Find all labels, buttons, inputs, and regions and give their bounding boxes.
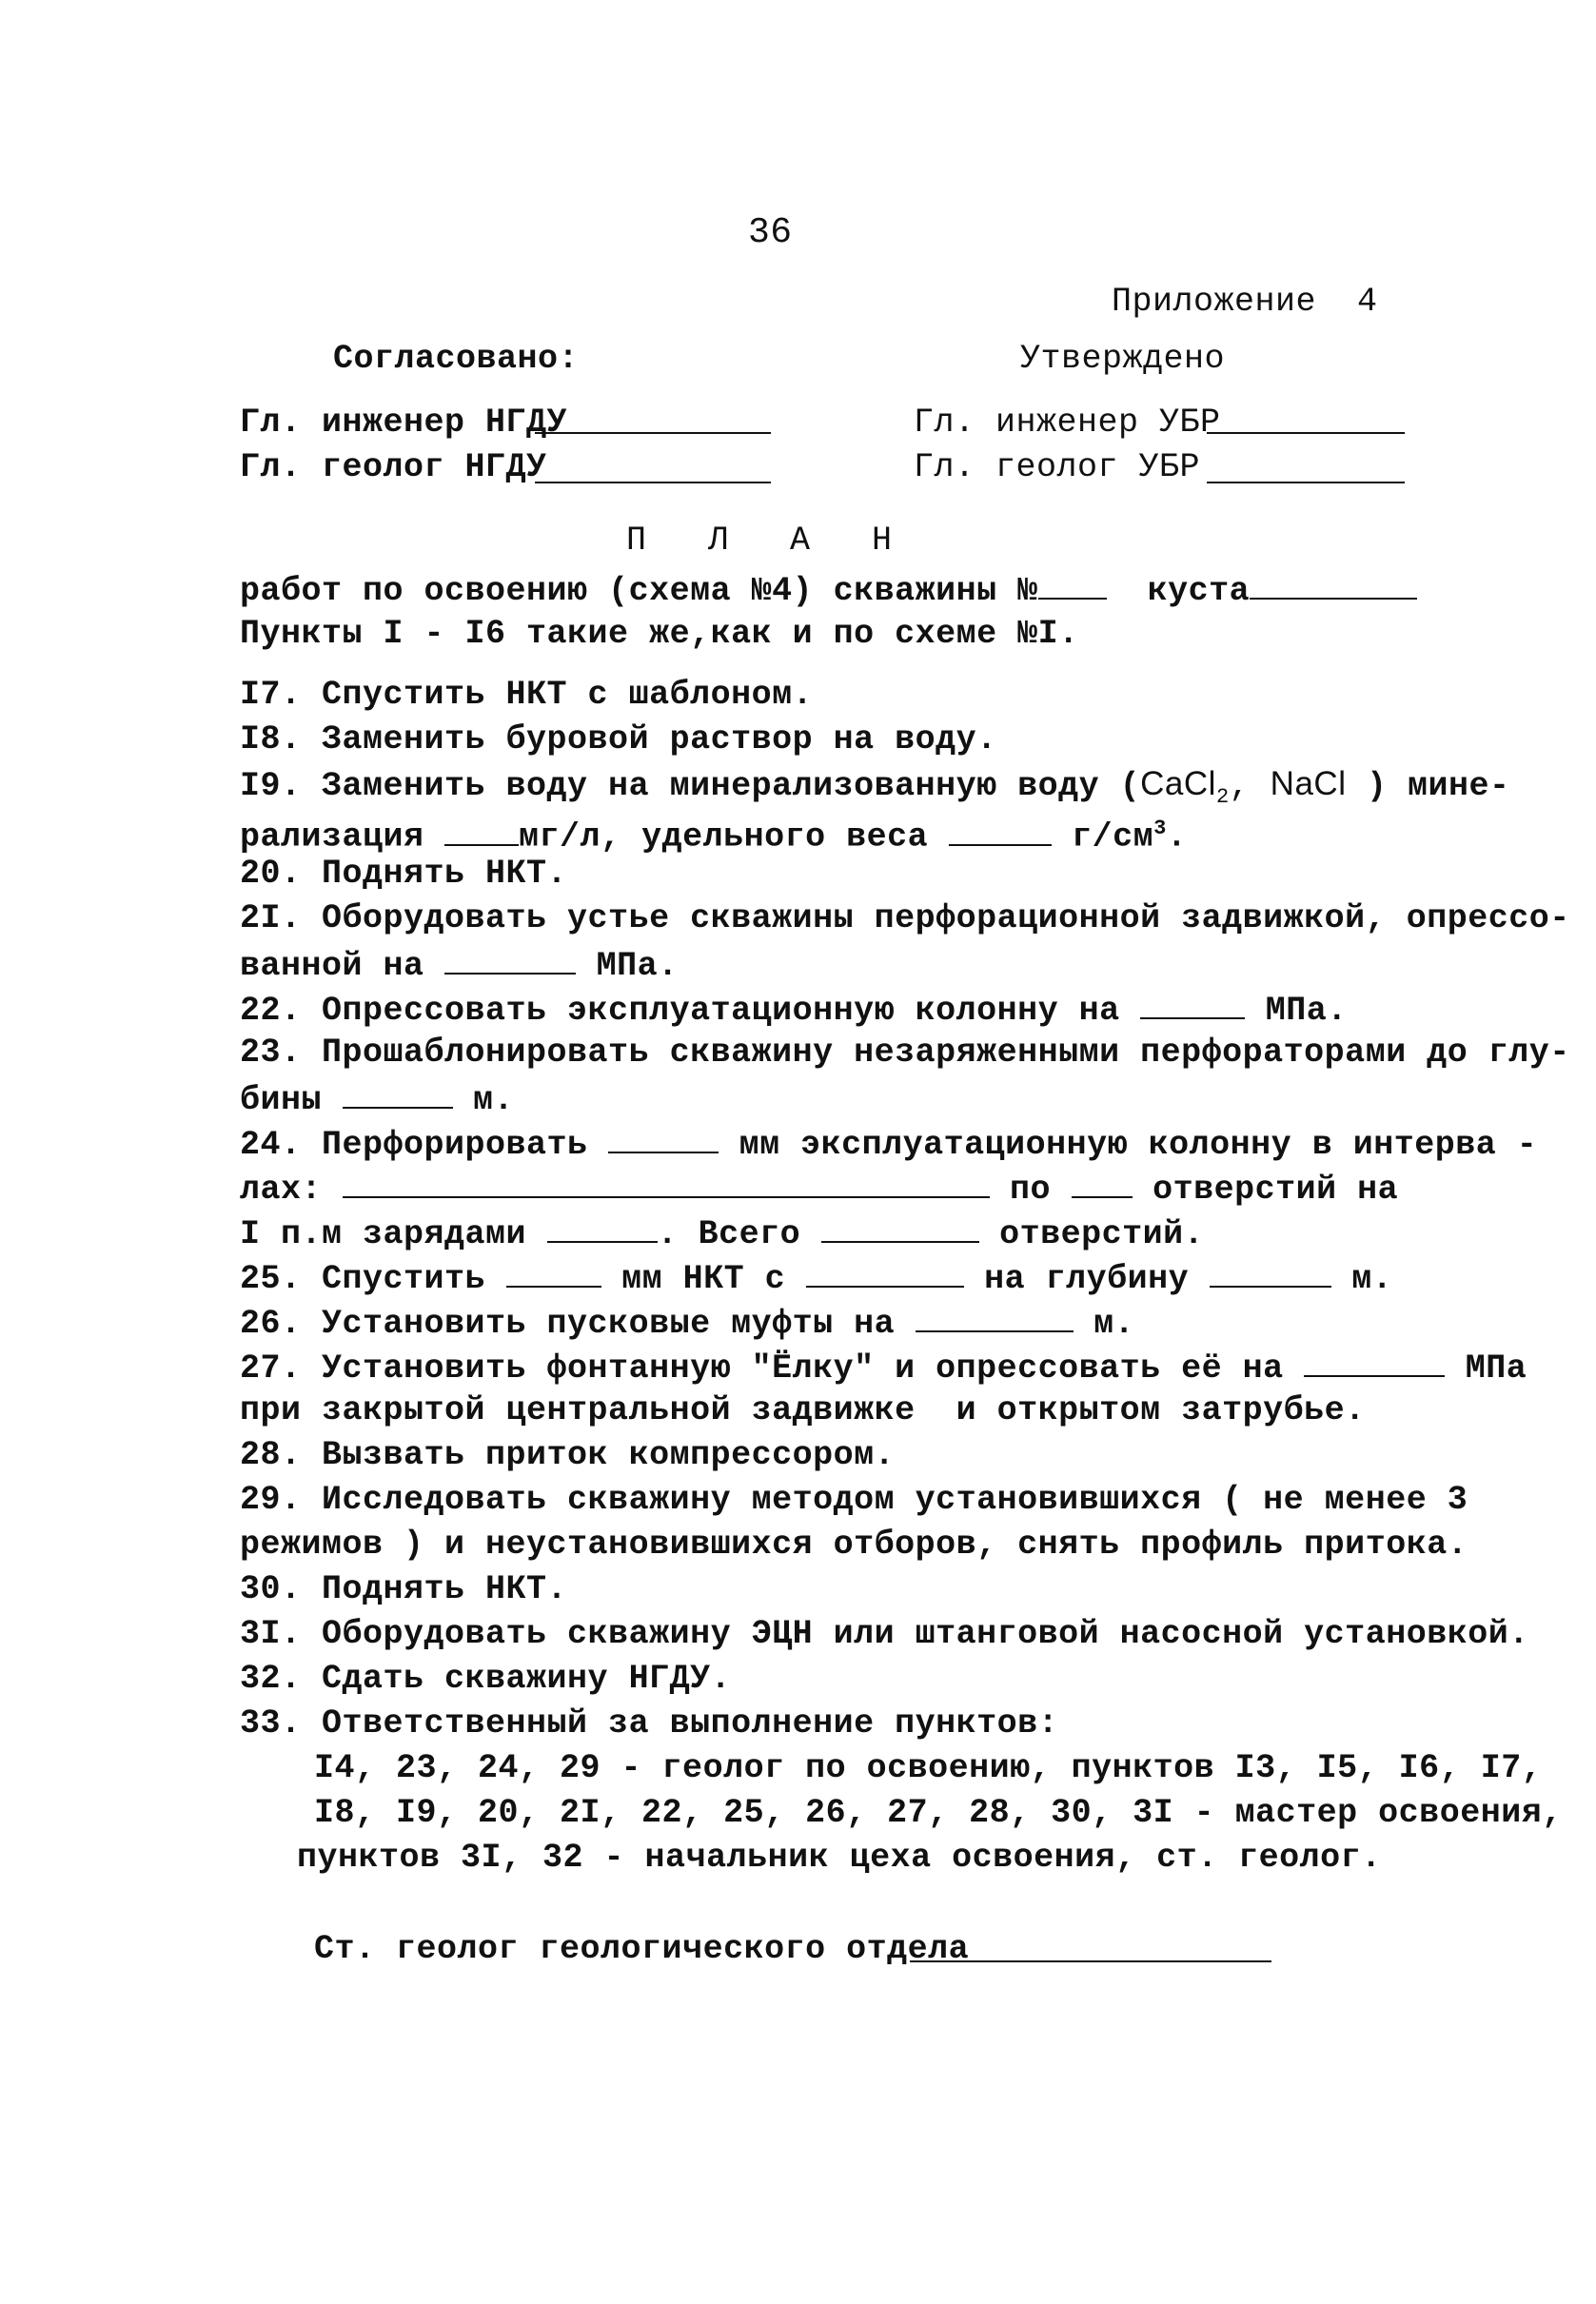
tubing-depth-field[interactable] [1210,1257,1331,1288]
perforator-size-field[interactable] [608,1123,719,1153]
cacl2-formula: CaCl [1140,765,1216,802]
item-33-line-1: 33. Ответственный за выполнение пунктов: [240,1704,1059,1743]
tubing-equipment-field[interactable] [806,1257,964,1288]
christmas-tree-pressure-field[interactable] [1304,1347,1445,1377]
casing-pressure-field[interactable] [1140,989,1245,1019]
item-20: 20. Поднять НКТ. [240,855,568,893]
item-23-line-1: 23. Прошаблонировать скважину незаряженными перфораторами до глу- [240,1034,1570,1072]
page-number: 36 [748,212,793,253]
item-31: 3I. Оборудовать скважину ЭЦН или штанговой насосной установкой. [240,1615,1529,1653]
subtitle-part2: куста [1147,572,1251,610]
well-number-field[interactable] [1038,569,1107,600]
item-33-line-2: I4, 23, 24, 29 - геолог по освоению, пунктов I3, I5, I6, I7, [314,1749,1543,1787]
item-19-line-1: I9. Заменить воду на минерализованную воду (CaCl$_2$, NaCl ) мине- [240,765,1510,809]
item-28: 28. Вызвать приток компрессором. [240,1436,896,1474]
item-30: 30. Поднять НКТ. [240,1570,568,1608]
agreed-chief-geologist: Гл. геолог НГДУ [240,448,547,486]
nacl-formula: NaCl [1270,765,1347,802]
mineralization-field[interactable] [444,816,519,846]
item-24-line-2: лах: по отверстий на [240,1168,1398,1209]
approved-chief-geologist: Гл. геолог УБР [914,448,1201,486]
item-17: I7. Спустить НКТ с шаблоном. [240,676,814,714]
item-29-line-1: 29. Исследовать скважину методом установившихся ( не менее 3 [240,1481,1468,1519]
template-depth-field[interactable] [343,1078,453,1109]
approved-geologist-signature-line[interactable] [1207,480,1405,483]
specific-weight-field[interactable] [949,816,1052,846]
item-24-line-3: I п.м зарядами . Всего отверстий. [240,1212,1204,1253]
intervals-field[interactable] [343,1168,990,1198]
subtitle-part1: работ по освоению (схема №4) скважины № [240,572,1038,610]
wellhead-pressure-field[interactable] [444,944,576,975]
item-25: 25. Спустить мм НКТ с на глубину м. [240,1257,1392,1298]
senior-geologist-label: Ст. геолог геологического отдела [314,1930,970,1968]
tubing-size-field[interactable] [506,1257,601,1288]
agreed-chief-engineer: Гл. инженер НГДУ [240,404,568,442]
document-title: П Л А Н [626,522,914,560]
item-33-line-3: I8, I9, 20, 2I, 22, 25, 26, 27, 28, 30, 3I - мастер освоения, [314,1794,1563,1832]
item-33-line-4: пунктов 3I, 32 - начальник цеха освоения, ст. геолог. [297,1839,1382,1877]
cluster-field[interactable] [1250,569,1417,600]
total-holes-field[interactable] [821,1212,979,1243]
approved-chief-engineer: Гл. инженер УБР [914,404,1221,442]
holes-per-meter-field[interactable] [1072,1168,1133,1198]
item-26: 26. Установить пусковые муфты на м. [240,1302,1134,1343]
item-27-line-1: 27. Установить фонтанную "Ёлку" и опрессовать её на МПа [240,1347,1527,1388]
agreed-title: Согласовано: [333,340,580,378]
item-24-line-1: 24. Перфорировать мм эксплуатационную колонну в интерва - [240,1123,1537,1164]
item-22: 22. Опрессовать эксплуатационную колонну на МПа. [240,989,1348,1030]
item-19-line-2: рализация мг/л, удельного веса $г/см^3$. [240,817,1188,857]
agreed-engineer-signature-line[interactable] [535,430,771,434]
agreed-geologist-signature-line[interactable] [535,480,771,483]
item-21-line-1: 2I. Оборудовать устье скважины перфорационной задвижкой, опрессо- [240,899,1570,937]
item-18: I8. Заменить буровой раствор на воду. [240,720,997,758]
item-32: 32. Сдать скважину НГДУ. [240,1660,732,1698]
approved-engineer-signature-line[interactable] [1207,430,1405,434]
item-23-line-2: бины м. [240,1078,514,1119]
senior-geologist-signature-line[interactable] [910,1959,1271,1962]
appendix-label: Приложение 4 [1112,283,1378,321]
item-29-line-2: режимов ) и неустановившихся отборов, снять профиль притока. [240,1526,1468,1564]
intro-line: Пункты I - I6 такие же,как и по схеме №I. [240,615,1079,653]
item-27-line-2: при закрытой центральной задвижке и открытом затрубье. [240,1391,1366,1429]
item-21-line-2: ванной на МПа. [240,944,679,985]
subtitle-line [240,569,1417,610]
charges-field[interactable] [547,1212,658,1243]
approved-title: Утверждено [1020,340,1226,378]
starting-couplings-depth-field[interactable] [916,1302,1074,1332]
